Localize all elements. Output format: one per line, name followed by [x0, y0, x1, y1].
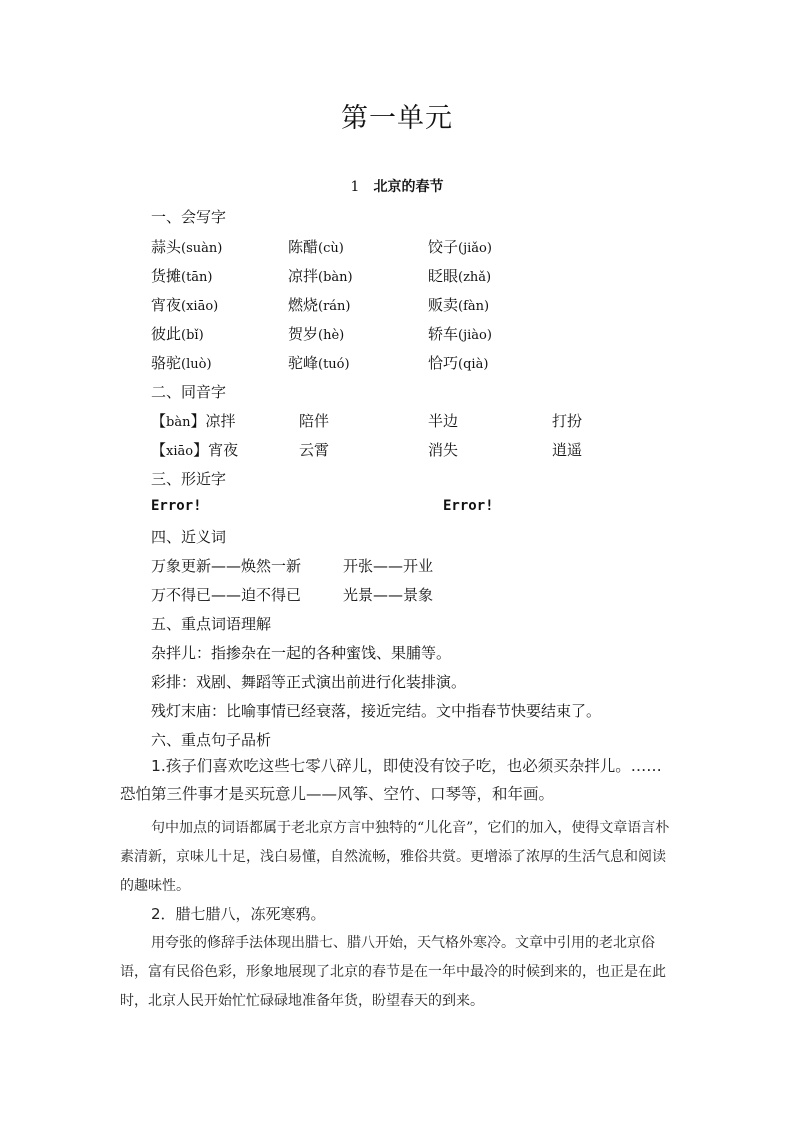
section-heading-sentence-analysis: 六、重点句子品析: [151, 731, 272, 749]
vocab-item: 贺岁(hè): [288, 325, 345, 343]
section-heading-key-terms: 五、重点词语理解: [151, 615, 272, 633]
vocab-item: 彼此(bǐ): [151, 325, 204, 343]
lesson-number: 1: [350, 179, 360, 195]
vocab-item: 饺子(jiǎo): [428, 238, 492, 256]
vocab-item: 驼峰(tuó): [288, 354, 350, 372]
error-placeholder: Error!: [443, 498, 494, 514]
vocab-item: 贩卖(fàn): [428, 296, 490, 314]
synonym-pair: 光景——景象: [343, 586, 434, 604]
section-heading-homophones: 二、同音字: [151, 383, 227, 401]
homophone-word: 打扮: [552, 412, 583, 430]
term-definition: 杂拌儿：指掺杂在一起的各种蜜饯、果脯等。: [151, 644, 452, 662]
sentence-1: 1.孩子们喜欢吃这些七零八碎儿，即使没有饺子吃，也必须买杂拌儿。……恐怕第三件事才是买玩意儿——风筝、空竹、口琴等，和年画。: [120, 757, 662, 803]
vocab-item: 眨眼(zhǎ): [428, 267, 492, 285]
homophone-label: 【bàn】凉拌: [151, 412, 236, 430]
homophone-word: 陪伴: [299, 412, 330, 430]
vocab-item: 蒜头(suàn): [151, 238, 223, 256]
section-heading-similar-chars: 三、形近字: [151, 470, 227, 488]
error-placeholder: Error!: [151, 498, 202, 514]
term-definition: 残灯末庙：比喻事情已经衰落，接近完结。文中指春节快要结束了。: [151, 702, 602, 720]
vocab-item: 陈醋(cù): [288, 238, 344, 256]
vocab-item: 骆驼(luò): [151, 354, 212, 372]
page-title: 第一单元: [341, 103, 453, 134]
synonym-pair: 万象更新——焕然一新: [151, 557, 302, 575]
sentence-2-analysis: 用夸张的修辞手法体现出腊七、腊八开始，天气格外寒冷。文章中引用的老北京俗语，富有民俗色彩，形象地展现了北京的春节是在一年中最冷的时候到来的，也正是在此时，北京人民开始忙忙碌碌地准备年货，盼望春天的到来。: [120, 935, 666, 1009]
vocab-item: 燃烧(rán): [288, 296, 351, 314]
homophone-word: 云霄: [299, 441, 330, 459]
homophone-word: 消失: [428, 441, 459, 459]
homophone-word: 半边: [428, 412, 459, 430]
lesson-title: [0, 176, 794, 196]
homophone-word: 逍遥: [552, 441, 583, 459]
section-heading-writing: 一、会写字: [151, 208, 227, 226]
vocab-item: 恰巧(qià): [428, 354, 489, 372]
synonym-pair: 万不得已——迫不得已: [151, 586, 302, 604]
vocab-item: 轿车(jiào): [428, 325, 492, 343]
lesson-name: 北京的春节: [373, 179, 444, 195]
sentence-1-analysis: 句中加点的词语都属于老北京方言中独特的“儿化音”，它们的加入，使得文章语言朴素清新，京味儿十足，浅白易懂，自然流畅，雅俗共赏。更增添了浓厚的生活气息和阅读的趣味性。: [120, 820, 670, 894]
vocab-item: 货摊(tān): [151, 267, 213, 285]
synonym-pair: 开张——开业: [343, 557, 434, 575]
sentence-2: 2．腊七腊八，冻死寒鸦。: [151, 905, 326, 923]
vocab-item: 宵夜(xiāo): [151, 296, 219, 314]
section-heading-synonyms: 四、近义词: [151, 528, 227, 546]
homophone-label: 【xiāo】宵夜: [151, 441, 239, 459]
term-definition: 彩排：戏剧、舞蹈等正式演出前进行化装排演。: [151, 673, 467, 691]
vocab-item: 凉拌(bàn): [288, 267, 353, 285]
